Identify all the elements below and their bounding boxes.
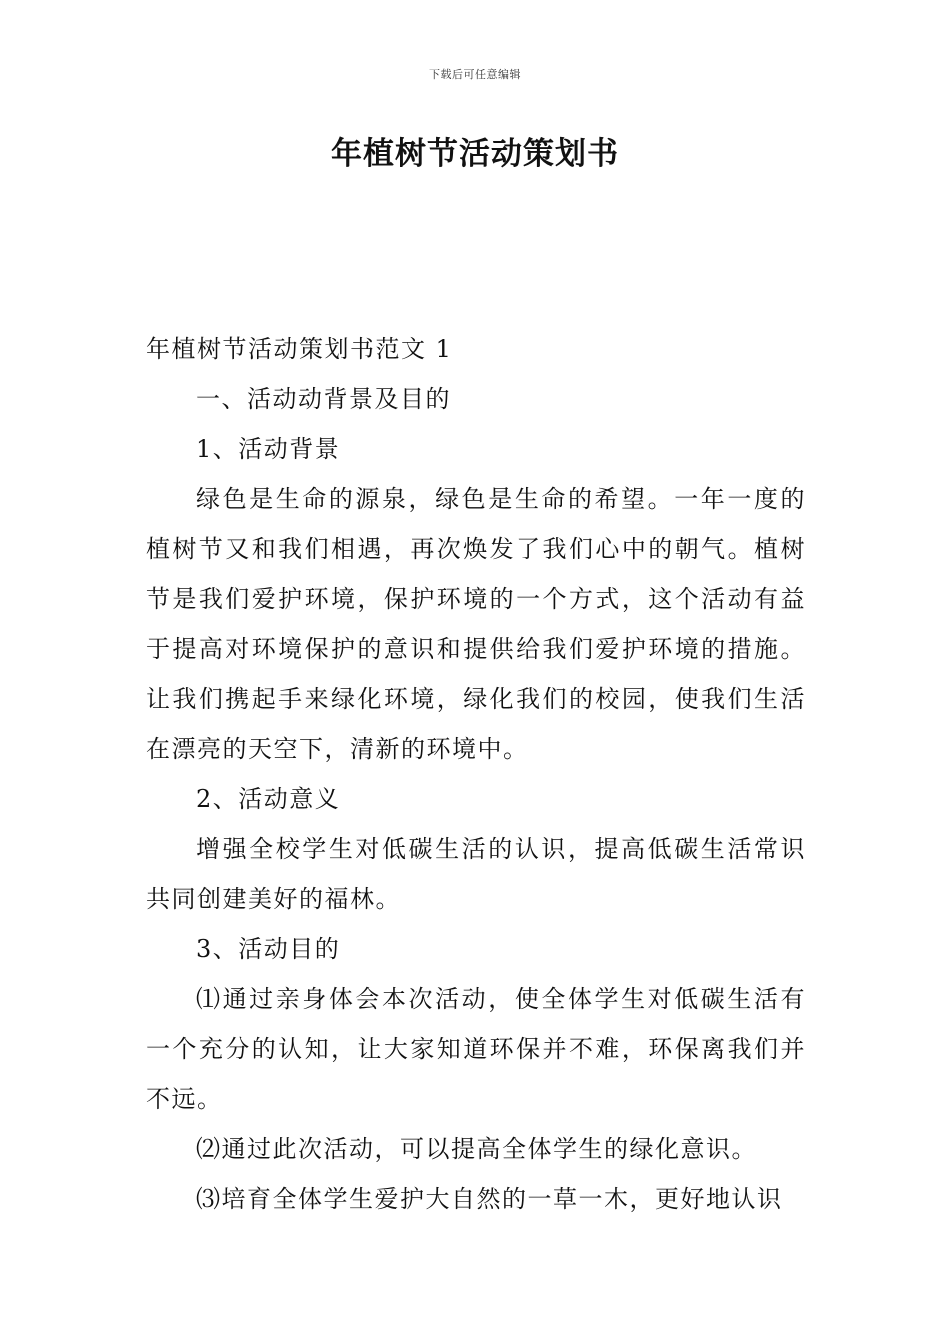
- header-note: 下载后可任意编辑: [429, 68, 521, 81]
- paragraph: 绿色是生命的源泉，绿色是生命的希望。一年一度的植树节又和我们相遇，再次焕发了我们心中的朝气。植树节是我们爱护环境，保护环境的一个方式，这个活动有益于提高对环境保护的意识和提供给我们爱护环境的措施。让我们携起手来绿化环境，绿化我们的校园，使我们生活在漂亮的天空下，清新的环境中。: [146, 485, 806, 763]
- paragraph: 2、活动意义: [196, 785, 341, 813]
- document-title: 年植树节活动策划书: [331, 136, 619, 172]
- paragraph: 3、活动目的: [196, 935, 341, 963]
- paragraph: 增强全校学生对低碳生活的认识，提高低碳生活常识共同创建美好的福林。: [146, 835, 806, 913]
- paragraph: 1、活动背景: [196, 435, 341, 463]
- paragraph: ⑶培育全体学生爱护大自然的一草一木，更好地认识: [196, 1185, 783, 1213]
- paragraph: ⑵通过此次活动，可以提高全体学生的绿化意识。: [196, 1135, 757, 1163]
- paragraph: 一、活动动背景及目的: [196, 385, 451, 413]
- paragraph: ⑴通过亲身体会本次活动，使全体学生对低碳生活有一个充分的认知，让大家知道环保并不难，环保离我们并不远。: [146, 985, 806, 1113]
- document-body: [146, 324, 806, 1224]
- section-heading: 年植树节活动策划书范文 1: [146, 335, 453, 363]
